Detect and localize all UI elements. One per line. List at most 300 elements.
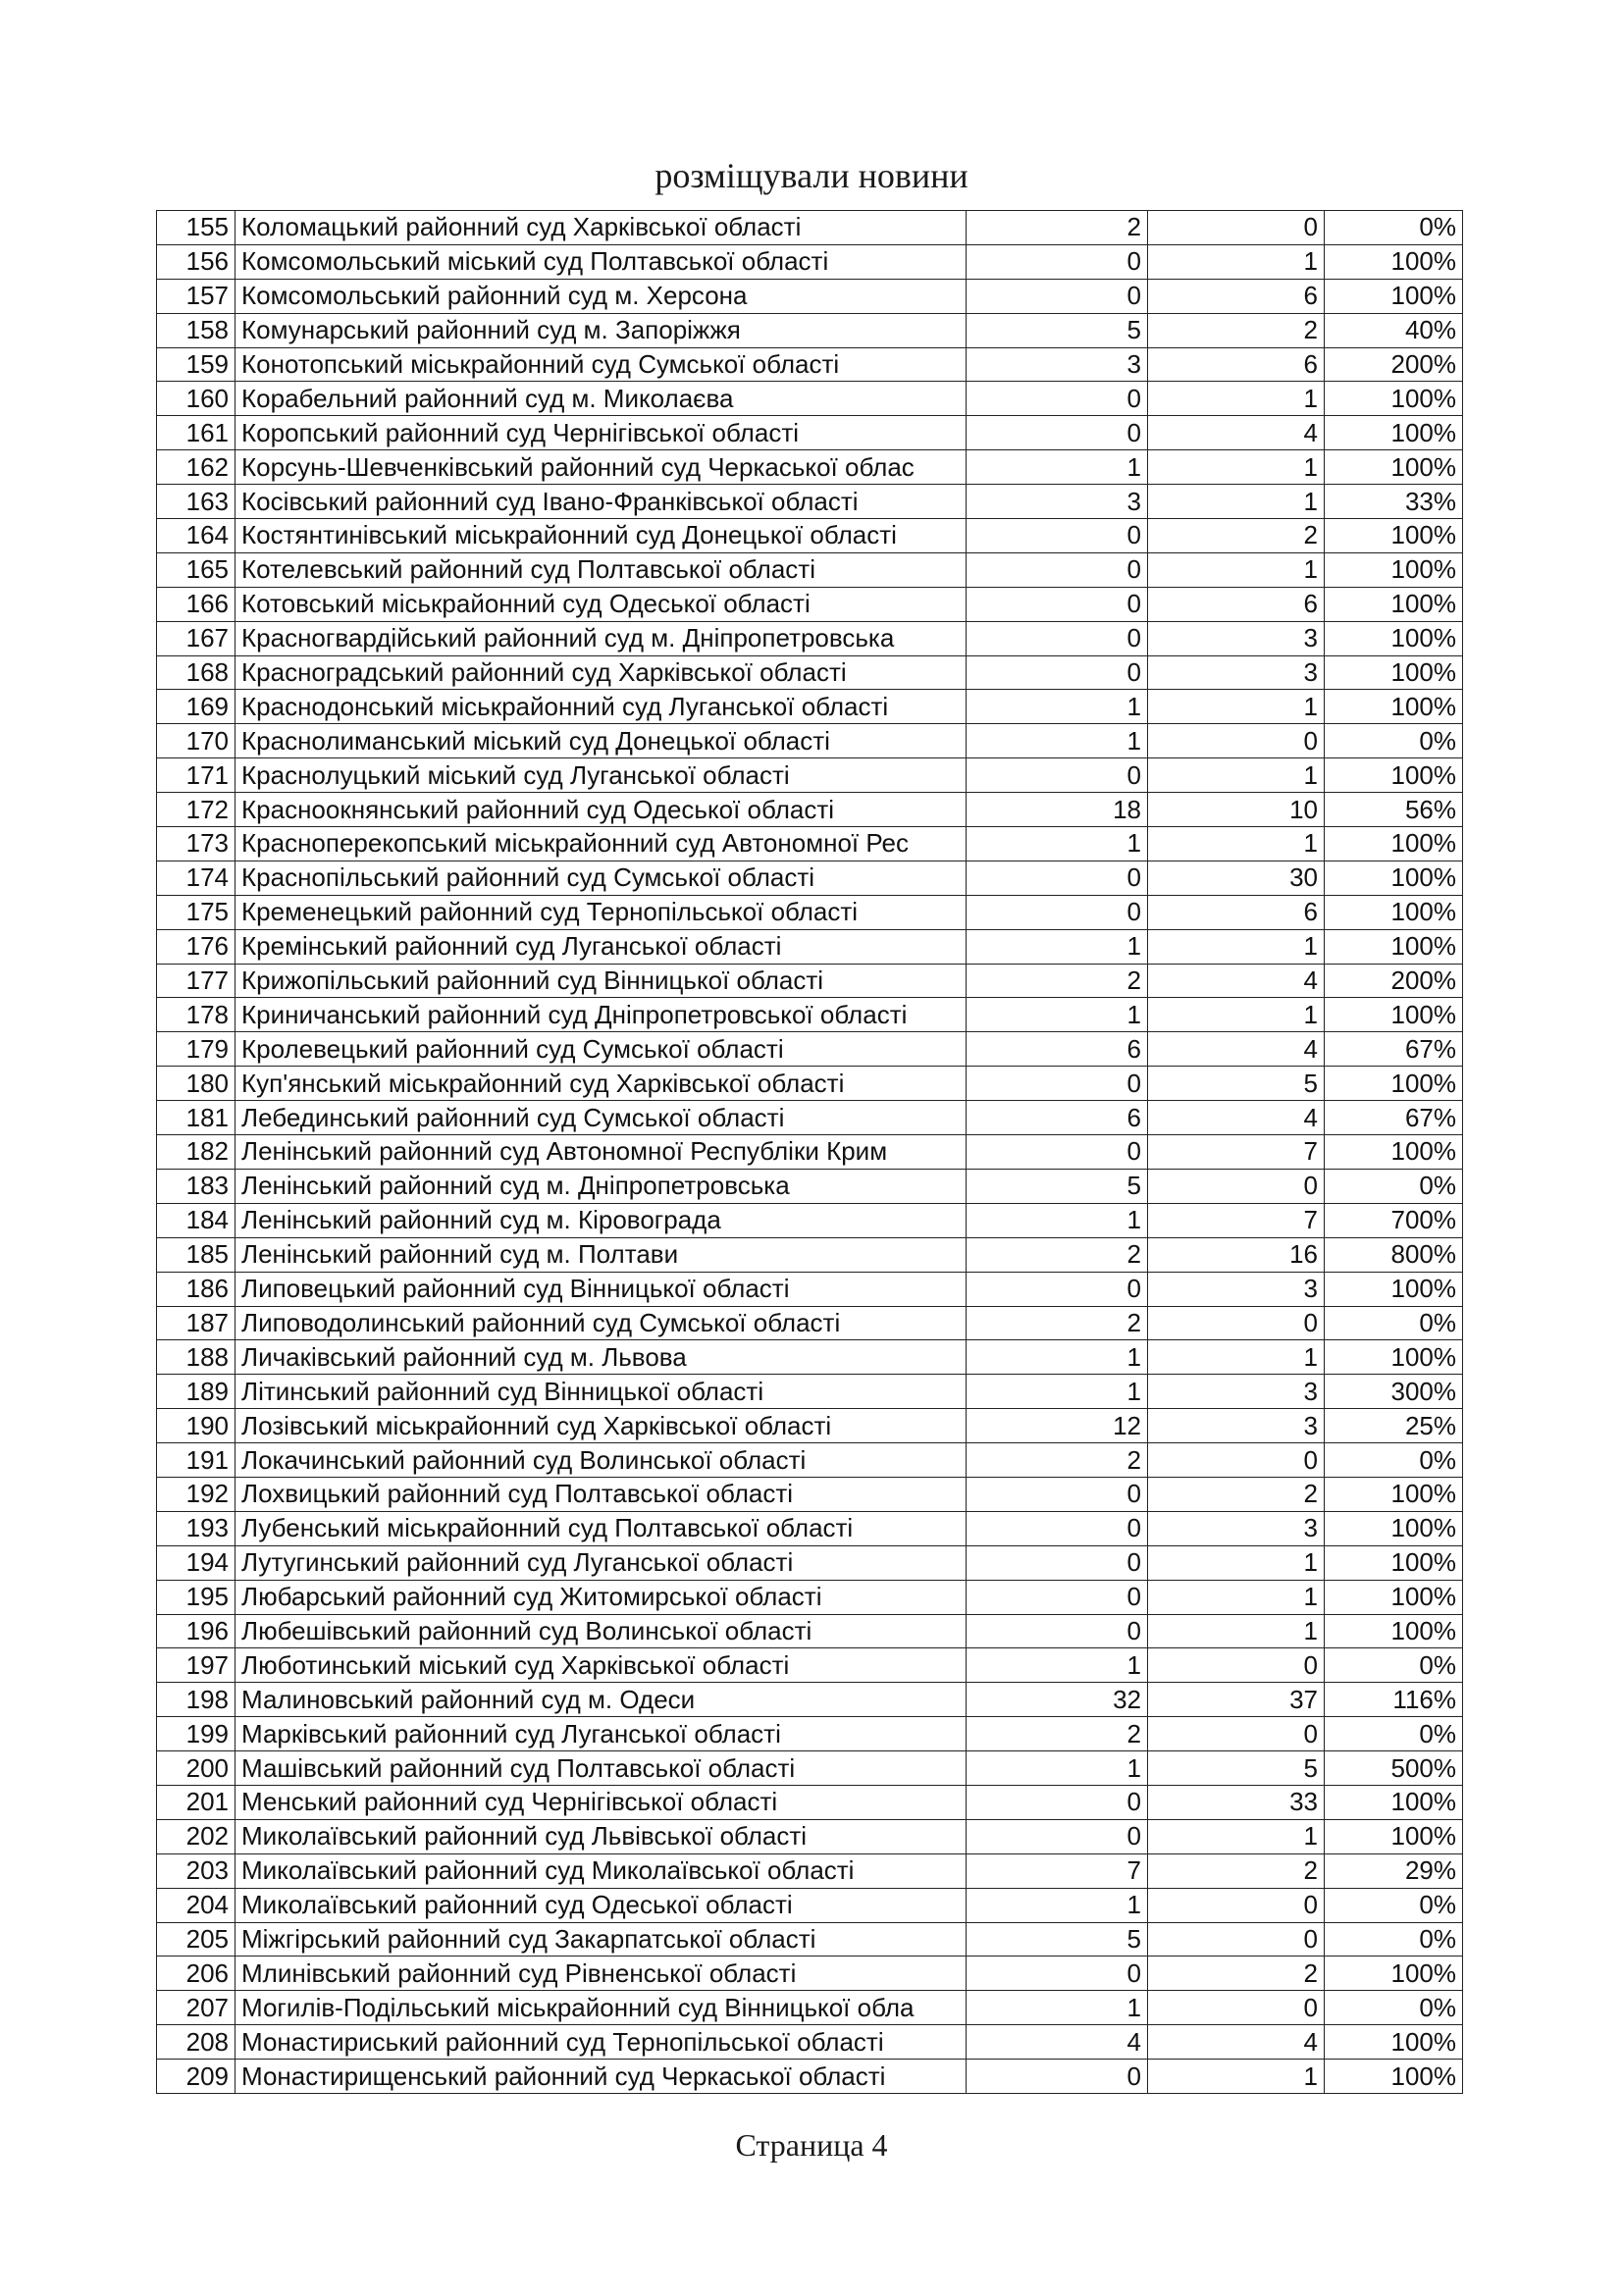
court-name-cell: Котовський міськрайонний суд Одеської області xyxy=(236,587,967,621)
percent-cell: 100% xyxy=(1325,1511,1463,1545)
table-row xyxy=(157,1375,1463,1409)
table-row xyxy=(157,1683,1463,1717)
value-a-cell: 2 xyxy=(967,211,1148,245)
percent-cell: 0% xyxy=(1325,1169,1463,1203)
value-b-cell: 2 xyxy=(1148,1853,1325,1888)
row-number-cell: 205 xyxy=(157,1922,236,1957)
percent-cell: 0% xyxy=(1325,1922,1463,1957)
table-row xyxy=(157,861,1463,895)
row-number-cell: 207 xyxy=(157,1991,236,2025)
table-row xyxy=(157,1580,1463,1614)
court-name-cell: Липоводолинський районний суд Сумської області xyxy=(236,1306,967,1340)
value-b-cell: 1 xyxy=(1148,382,1325,416)
court-name-cell: Красноперекопський міськрайонний суд Автономної Рес xyxy=(236,827,967,861)
value-b-cell: 3 xyxy=(1148,1511,1325,1545)
percent-cell: 100% xyxy=(1325,655,1463,690)
value-b-cell: 0 xyxy=(1148,1443,1325,1478)
court-name-cell: Лозівський міськрайонний суд Харківської області xyxy=(236,1409,967,1443)
court-name-cell: Монастириський районний суд Тернопільської області xyxy=(236,2025,967,2060)
value-b-cell: 3 xyxy=(1148,621,1325,655)
value-a-cell: 0 xyxy=(967,587,1148,621)
percent-cell: 100% xyxy=(1325,1477,1463,1511)
value-a-cell: 1 xyxy=(967,724,1148,758)
value-b-cell: 33 xyxy=(1148,1785,1325,1819)
value-a-cell: 32 xyxy=(967,1683,1148,1717)
value-a-cell: 0 xyxy=(967,1135,1148,1170)
percent-cell: 0% xyxy=(1325,1991,1463,2025)
page-footer: Страница 4 xyxy=(735,2127,888,2163)
value-a-cell: 1 xyxy=(967,998,1148,1032)
courts-table-body xyxy=(157,211,1463,2094)
value-b-cell: 1 xyxy=(1148,929,1325,964)
row-number-cell: 191 xyxy=(157,1443,236,1478)
row-number-cell: 185 xyxy=(157,1237,236,1272)
table-row xyxy=(157,827,1463,861)
value-b-cell: 1 xyxy=(1148,827,1325,861)
row-number-cell: 192 xyxy=(157,1477,236,1511)
row-number-cell: 156 xyxy=(157,244,236,279)
value-a-cell: 0 xyxy=(967,758,1148,793)
value-b-cell: 7 xyxy=(1148,1203,1325,1237)
percent-cell: 100% xyxy=(1325,929,1463,964)
row-number-cell: 198 xyxy=(157,1683,236,1717)
table-row xyxy=(157,655,1463,690)
percent-cell: 100% xyxy=(1325,861,1463,895)
court-name-cell: Малиновський районний суд м. Одеси xyxy=(236,1683,967,1717)
court-name-cell: Літинський районний суд Вінницької області xyxy=(236,1375,967,1409)
value-b-cell: 4 xyxy=(1148,1032,1325,1067)
table-row xyxy=(157,279,1463,313)
row-number-cell: 179 xyxy=(157,1032,236,1067)
value-b-cell: 0 xyxy=(1148,211,1325,245)
value-a-cell: 6 xyxy=(967,1101,1148,1135)
table-row xyxy=(157,1237,1463,1272)
value-a-cell: 1 xyxy=(967,1888,1148,1922)
value-b-cell: 4 xyxy=(1148,416,1325,450)
table-row xyxy=(157,1819,1463,1853)
value-b-cell: 3 xyxy=(1148,1375,1325,1409)
row-number-cell: 187 xyxy=(157,1306,236,1340)
value-b-cell: 1 xyxy=(1148,758,1325,793)
percent-cell: 500% xyxy=(1325,1751,1463,1786)
row-number-cell: 161 xyxy=(157,416,236,450)
percent-cell: 100% xyxy=(1325,1785,1463,1819)
table-row xyxy=(157,690,1463,724)
value-a-cell: 0 xyxy=(967,895,1148,929)
table-row xyxy=(157,1511,1463,1545)
court-name-cell: Лутугинський районний суд Луганської області xyxy=(236,1545,967,1580)
court-name-cell: Краснодонський міськрайонний суд Луганської області xyxy=(236,690,967,724)
percent-cell: 100% xyxy=(1325,244,1463,279)
table-row xyxy=(157,1169,1463,1203)
value-b-cell: 1 xyxy=(1148,244,1325,279)
court-name-cell: Лебединський районний суд Сумської області xyxy=(236,1101,967,1135)
court-name-cell: Ленінський районний суд м. Полтави xyxy=(236,1237,967,1272)
table-row xyxy=(157,1751,1463,1786)
value-a-cell: 2 xyxy=(967,1237,1148,1272)
row-number-cell: 167 xyxy=(157,621,236,655)
percent-cell: 100% xyxy=(1325,552,1463,587)
percent-cell: 0% xyxy=(1325,1306,1463,1340)
row-number-cell: 189 xyxy=(157,1375,236,1409)
row-number-cell: 200 xyxy=(157,1751,236,1786)
percent-cell: 100% xyxy=(1325,827,1463,861)
row-number-cell: 203 xyxy=(157,1853,236,1888)
table-row xyxy=(157,1922,1463,1957)
percent-cell: 800% xyxy=(1325,1237,1463,1272)
table-row xyxy=(157,1477,1463,1511)
value-b-cell: 37 xyxy=(1148,1683,1325,1717)
table-row xyxy=(157,1717,1463,1751)
value-b-cell: 4 xyxy=(1148,2025,1325,2060)
court-name-cell: Коропський районний суд Чернігівської області xyxy=(236,416,967,450)
value-a-cell: 5 xyxy=(967,313,1148,347)
value-a-cell: 0 xyxy=(967,1580,1148,1614)
table-row xyxy=(157,1340,1463,1375)
row-number-cell: 176 xyxy=(157,929,236,964)
value-a-cell: 0 xyxy=(967,1819,1148,1853)
table-row xyxy=(157,552,1463,587)
value-b-cell: 5 xyxy=(1148,1751,1325,1786)
row-number-cell: 190 xyxy=(157,1409,236,1443)
table-row xyxy=(157,964,1463,998)
court-name-cell: Ленінський районний суд Автономної Республіки Крим xyxy=(236,1135,967,1170)
row-number-cell: 160 xyxy=(157,382,236,416)
value-a-cell: 1 xyxy=(967,1751,1148,1786)
value-a-cell: 0 xyxy=(967,2060,1148,2094)
row-number-cell: 186 xyxy=(157,1272,236,1306)
value-a-cell: 0 xyxy=(967,1785,1148,1819)
table-row xyxy=(157,519,1463,553)
row-number-cell: 199 xyxy=(157,1717,236,1751)
courts-table xyxy=(156,210,1463,2094)
value-a-cell: 2 xyxy=(967,1306,1148,1340)
value-b-cell: 3 xyxy=(1148,1272,1325,1306)
row-number-cell: 155 xyxy=(157,211,236,245)
value-a-cell: 1 xyxy=(967,1991,1148,2025)
row-number-cell: 208 xyxy=(157,2025,236,2060)
value-a-cell: 2 xyxy=(967,964,1148,998)
table-row xyxy=(157,211,1463,245)
table-row xyxy=(157,929,1463,964)
table-row xyxy=(157,1991,1463,2025)
court-name-cell: Котелевський районний суд Полтавської області xyxy=(236,552,967,587)
court-name-cell: Міжгірський районний суд Закарпатської області xyxy=(236,1922,967,1957)
row-number-cell: 201 xyxy=(157,1785,236,1819)
value-a-cell: 1 xyxy=(967,1648,1148,1683)
court-name-cell: Ленінський районний суд м. Дніпропетровська xyxy=(236,1169,967,1203)
value-a-cell: 1 xyxy=(967,1375,1148,1409)
value-b-cell: 0 xyxy=(1148,724,1325,758)
row-number-cell: 177 xyxy=(157,964,236,998)
table-row xyxy=(157,1785,1463,1819)
court-name-cell: Крижопільський районний суд Вінницької області xyxy=(236,964,967,998)
value-a-cell: 0 xyxy=(967,861,1148,895)
value-a-cell: 1 xyxy=(967,1203,1148,1237)
value-a-cell: 0 xyxy=(967,1477,1148,1511)
value-b-cell: 1 xyxy=(1148,1340,1325,1375)
value-b-cell: 1 xyxy=(1148,998,1325,1032)
court-name-cell: Косівський районний суд Івано-Франківської області xyxy=(236,485,967,519)
value-b-cell: 2 xyxy=(1148,1477,1325,1511)
percent-cell: 100% xyxy=(1325,1340,1463,1375)
court-name-cell: Миколаївський районний суд Львівської області xyxy=(236,1819,967,1853)
court-name-cell: Монастирищенський районний суд Черкаської області xyxy=(236,2060,967,2094)
value-b-cell: 6 xyxy=(1148,347,1325,382)
row-number-cell: 170 xyxy=(157,724,236,758)
value-b-cell: 3 xyxy=(1148,1409,1325,1443)
row-number-cell: 193 xyxy=(157,1511,236,1545)
row-number-cell: 159 xyxy=(157,347,236,382)
value-b-cell: 1 xyxy=(1148,485,1325,519)
court-name-cell: Личаківський районний суд м. Львова xyxy=(236,1340,967,1375)
value-b-cell: 1 xyxy=(1148,1819,1325,1853)
court-name-cell: Ленінський районний суд м. Кіровограда xyxy=(236,1203,967,1237)
percent-cell: 100% xyxy=(1325,1819,1463,1853)
percent-cell: 100% xyxy=(1325,1580,1463,1614)
table-row xyxy=(157,416,1463,450)
value-b-cell: 4 xyxy=(1148,1101,1325,1135)
value-a-cell: 0 xyxy=(967,416,1148,450)
court-name-cell: Корсунь-Шевченківський районний суд Черкаської облас xyxy=(236,450,967,485)
value-b-cell: 0 xyxy=(1148,1717,1325,1751)
court-name-cell: Краснолиманський міський суд Донецької області xyxy=(236,724,967,758)
row-number-cell: 158 xyxy=(157,313,236,347)
percent-cell: 33% xyxy=(1325,485,1463,519)
row-number-cell: 162 xyxy=(157,450,236,485)
percent-cell: 100% xyxy=(1325,416,1463,450)
percent-cell: 100% xyxy=(1325,382,1463,416)
value-a-cell: 0 xyxy=(967,1957,1148,1991)
value-a-cell: 2 xyxy=(967,1717,1148,1751)
value-a-cell: 0 xyxy=(967,1272,1148,1306)
court-name-cell: Краснолуцький міський суд Луганської області xyxy=(236,758,967,793)
table-heading: розміщували новини xyxy=(654,156,969,195)
value-a-cell: 0 xyxy=(967,244,1148,279)
value-b-cell: 2 xyxy=(1148,519,1325,553)
percent-cell: 100% xyxy=(1325,2025,1463,2060)
value-a-cell: 0 xyxy=(967,1614,1148,1648)
value-b-cell: 16 xyxy=(1148,1237,1325,1272)
court-name-cell: Красноокнянський районний суд Одеської області xyxy=(236,793,967,827)
value-b-cell: 2 xyxy=(1148,1957,1325,1991)
court-name-cell: Лохвицький районний суд Полтавської області xyxy=(236,1477,967,1511)
court-name-cell: Миколаївський районний суд Миколаївської області xyxy=(236,1853,967,1888)
court-name-cell: Кремінський районний суд Луганської області xyxy=(236,929,967,964)
percent-cell: 0% xyxy=(1325,211,1463,245)
percent-cell: 100% xyxy=(1325,519,1463,553)
table-row xyxy=(157,587,1463,621)
table-row xyxy=(157,1272,1463,1306)
court-name-cell: Комсомольський міський суд Полтавської області xyxy=(236,244,967,279)
percent-cell: 100% xyxy=(1325,895,1463,929)
percent-cell: 56% xyxy=(1325,793,1463,827)
percent-cell: 40% xyxy=(1325,313,1463,347)
value-b-cell: 7 xyxy=(1148,1135,1325,1170)
table-row xyxy=(157,1545,1463,1580)
table-row xyxy=(157,793,1463,827)
value-a-cell: 2 xyxy=(967,1443,1148,1478)
row-number-cell: 171 xyxy=(157,758,236,793)
table-row xyxy=(157,1409,1463,1443)
table-row xyxy=(157,244,1463,279)
value-a-cell: 3 xyxy=(967,347,1148,382)
table-row xyxy=(157,2060,1463,2094)
row-number-cell: 197 xyxy=(157,1648,236,1683)
percent-cell: 0% xyxy=(1325,724,1463,758)
value-b-cell: 1 xyxy=(1148,450,1325,485)
table-row xyxy=(157,1306,1463,1340)
value-a-cell: 1 xyxy=(967,929,1148,964)
value-b-cell: 4 xyxy=(1148,964,1325,998)
table-row xyxy=(157,1203,1463,1237)
court-name-cell: Конотопський міськрайонний суд Сумської області xyxy=(236,347,967,382)
row-number-cell: 194 xyxy=(157,1545,236,1580)
value-a-cell: 3 xyxy=(967,485,1148,519)
value-b-cell: 1 xyxy=(1148,2060,1325,2094)
percent-cell: 100% xyxy=(1325,1545,1463,1580)
table-row xyxy=(157,1135,1463,1170)
row-number-cell: 178 xyxy=(157,998,236,1032)
value-b-cell: 6 xyxy=(1148,895,1325,929)
percent-cell: 200% xyxy=(1325,964,1463,998)
court-name-cell: Коломацький районний суд Харківської області xyxy=(236,211,967,245)
value-a-cell: 0 xyxy=(967,1545,1148,1580)
percent-cell: 200% xyxy=(1325,347,1463,382)
value-b-cell: 0 xyxy=(1148,1922,1325,1957)
value-b-cell: 3 xyxy=(1148,655,1325,690)
court-name-cell: Кременецький районний суд Тернопільської області xyxy=(236,895,967,929)
percent-cell: 100% xyxy=(1325,587,1463,621)
row-number-cell: 209 xyxy=(157,2060,236,2094)
percent-cell: 25% xyxy=(1325,1409,1463,1443)
table-row xyxy=(157,1101,1463,1135)
percent-cell: 100% xyxy=(1325,1614,1463,1648)
court-name-cell: Кролевецький районний суд Сумської області xyxy=(236,1032,967,1067)
value-b-cell: 2 xyxy=(1148,313,1325,347)
table-row xyxy=(157,998,1463,1032)
percent-cell: 100% xyxy=(1325,1135,1463,1170)
value-a-cell: 0 xyxy=(967,279,1148,313)
court-name-cell: Млинівський районний суд Рівненської області xyxy=(236,1957,967,1991)
value-a-cell: 5 xyxy=(967,1169,1148,1203)
percent-cell: 0% xyxy=(1325,1888,1463,1922)
table-row xyxy=(157,758,1463,793)
row-number-cell: 180 xyxy=(157,1067,236,1101)
percent-cell: 100% xyxy=(1325,450,1463,485)
row-number-cell: 182 xyxy=(157,1135,236,1170)
table-row xyxy=(157,1957,1463,1991)
value-a-cell: 18 xyxy=(967,793,1148,827)
value-a-cell: 12 xyxy=(967,1409,1148,1443)
value-b-cell: 0 xyxy=(1148,1306,1325,1340)
row-number-cell: 181 xyxy=(157,1101,236,1135)
value-b-cell: 1 xyxy=(1148,552,1325,587)
value-a-cell: 1 xyxy=(967,690,1148,724)
court-name-cell: Любешівський районний суд Волинської області xyxy=(236,1614,967,1648)
row-number-cell: 184 xyxy=(157,1203,236,1237)
table-row xyxy=(157,485,1463,519)
percent-cell: 100% xyxy=(1325,998,1463,1032)
table-row xyxy=(157,895,1463,929)
court-name-cell: Липовецький районний суд Вінницької області xyxy=(236,1272,967,1306)
table-row xyxy=(157,382,1463,416)
value-b-cell: 1 xyxy=(1148,1614,1325,1648)
percent-cell: 100% xyxy=(1325,2060,1463,2094)
percent-cell: 100% xyxy=(1325,758,1463,793)
value-b-cell: 1 xyxy=(1148,690,1325,724)
court-name-cell: Любарський районний суд Житомирської області xyxy=(236,1580,967,1614)
value-a-cell: 1 xyxy=(967,450,1148,485)
court-name-cell: Локачинський районний суд Волинської області xyxy=(236,1443,967,1478)
percent-cell: 29% xyxy=(1325,1853,1463,1888)
court-name-cell: Марківський районний суд Луганської області xyxy=(236,1717,967,1751)
court-name-cell: Лубенський міськрайонний суд Полтавської області xyxy=(236,1511,967,1545)
court-name-cell: Костянтинівський міськрайонний суд Донецької області xyxy=(236,519,967,553)
value-b-cell: 0 xyxy=(1148,1991,1325,2025)
value-b-cell: 0 xyxy=(1148,1648,1325,1683)
court-name-cell: Красногвардійський районний суд м. Дніпропетровська xyxy=(236,621,967,655)
row-number-cell: 196 xyxy=(157,1614,236,1648)
percent-cell: 100% xyxy=(1325,1957,1463,1991)
row-number-cell: 164 xyxy=(157,519,236,553)
row-number-cell: 172 xyxy=(157,793,236,827)
value-a-cell: 0 xyxy=(967,1067,1148,1101)
value-a-cell: 6 xyxy=(967,1032,1148,1067)
table-row xyxy=(157,1614,1463,1648)
percent-cell: 67% xyxy=(1325,1032,1463,1067)
table-row xyxy=(157,1853,1463,1888)
value-b-cell: 5 xyxy=(1148,1067,1325,1101)
row-number-cell: 204 xyxy=(157,1888,236,1922)
value-a-cell: 0 xyxy=(967,382,1148,416)
row-number-cell: 195 xyxy=(157,1580,236,1614)
row-number-cell: 173 xyxy=(157,827,236,861)
table-row xyxy=(157,347,1463,382)
row-number-cell: 165 xyxy=(157,552,236,587)
value-b-cell: 6 xyxy=(1148,587,1325,621)
value-a-cell: 1 xyxy=(967,827,1148,861)
percent-cell: 0% xyxy=(1325,1443,1463,1478)
percent-cell: 0% xyxy=(1325,1648,1463,1683)
court-name-cell: Люботинський міський суд Харківської області xyxy=(236,1648,967,1683)
percent-cell: 100% xyxy=(1325,1272,1463,1306)
row-number-cell: 175 xyxy=(157,895,236,929)
court-name-cell: Машівський районний суд Полтавської області xyxy=(236,1751,967,1786)
table-row xyxy=(157,1067,1463,1101)
value-a-cell: 5 xyxy=(967,1922,1148,1957)
table-row xyxy=(157,1888,1463,1922)
value-b-cell: 30 xyxy=(1148,861,1325,895)
court-name-cell: Криничанський районний суд Дніпропетровської області xyxy=(236,998,967,1032)
table-row xyxy=(157,2025,1463,2060)
row-number-cell: 174 xyxy=(157,861,236,895)
value-b-cell: 1 xyxy=(1148,1580,1325,1614)
row-number-cell: 163 xyxy=(157,485,236,519)
value-b-cell: 1 xyxy=(1148,1545,1325,1580)
percent-cell: 100% xyxy=(1325,279,1463,313)
court-name-cell: Могилів-Подільський міськрайонний суд Вінницької обла xyxy=(236,1991,967,2025)
table-row xyxy=(157,621,1463,655)
row-number-cell: 206 xyxy=(157,1957,236,1991)
table-row xyxy=(157,313,1463,347)
percent-cell: 67% xyxy=(1325,1101,1463,1135)
table-row xyxy=(157,1648,1463,1683)
value-a-cell: 0 xyxy=(967,552,1148,587)
table-row xyxy=(157,724,1463,758)
value-b-cell: 10 xyxy=(1148,793,1325,827)
percent-cell: 300% xyxy=(1325,1375,1463,1409)
